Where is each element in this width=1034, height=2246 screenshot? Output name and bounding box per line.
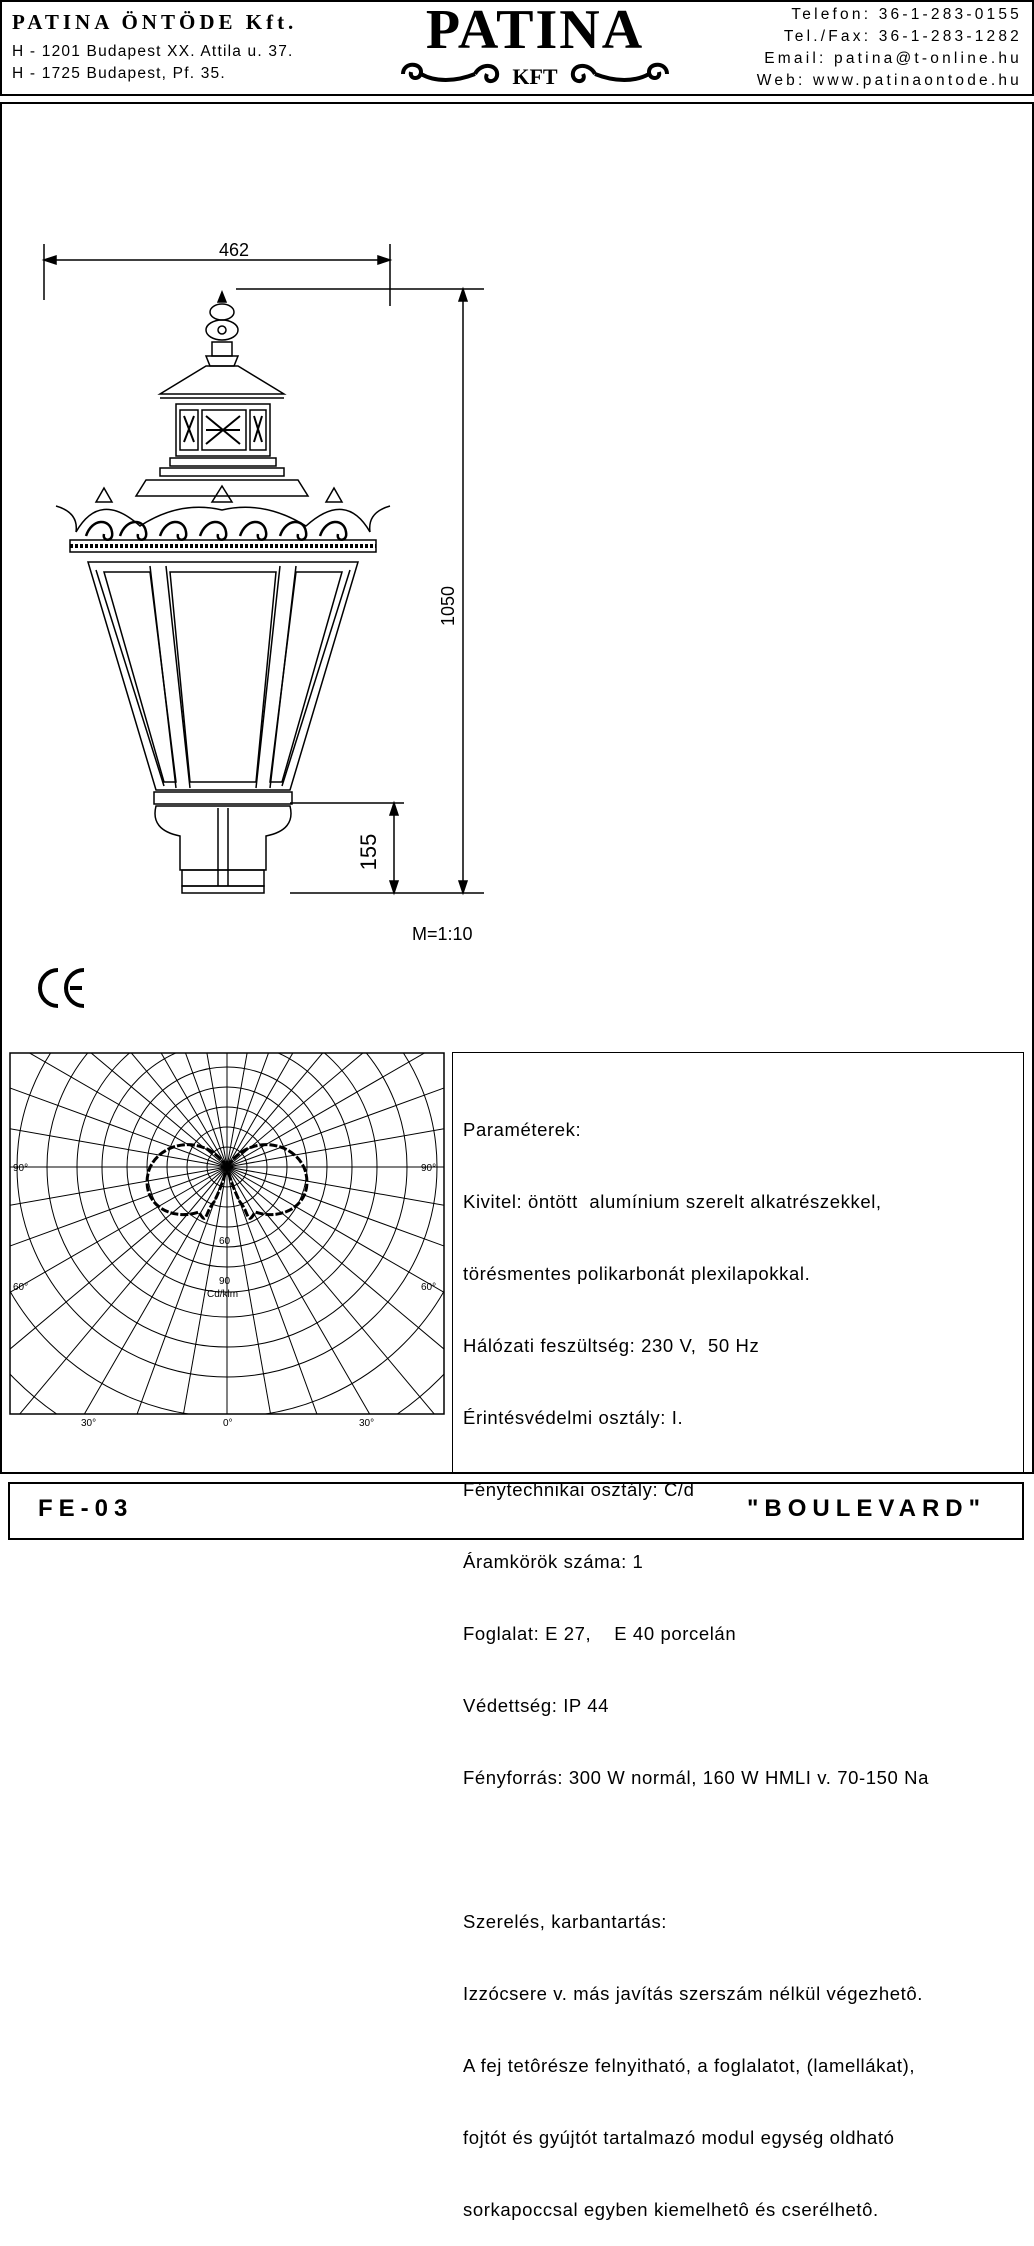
polar-grid-ray [227, 1167, 445, 1442]
unit-label: Cd/klm [207, 1289, 239, 1300]
product-name: "BOULEVARD" [747, 1495, 986, 1522]
logo-main-text: PATINA [425, 0, 645, 61]
param-line: törésmentes polikarbonát plexilapokkal. [463, 1263, 811, 1284]
params-title: Paraméterek: [463, 1119, 582, 1140]
polar-grid-ray [227, 1167, 445, 1442]
height-dimension: 1050 [438, 585, 458, 627]
polar-grid-ray [9, 1167, 227, 1442]
maint-line: sorkapoccsal egyben kiemelhetô és cserélhetô. [463, 2199, 879, 2220]
maintenance-title: Szerelés, karbantartás: [463, 1911, 668, 1932]
polar-grid-ray [22, 1167, 227, 1442]
maint-line: fojtót és gyújtót tartalmazó modul egység oldható [463, 2127, 895, 2148]
polar-grid-ray [9, 1167, 227, 1442]
product-code: FE-03 [38, 1495, 134, 1522]
polar-diagram [9, 1052, 445, 1442]
param-line: Kivitel: öntött alumínium szerelt alkatrészekkel, [463, 1191, 882, 1212]
label-0: 0° [223, 1418, 233, 1429]
parameters-block [463, 1070, 929, 2246]
param-line: Foglalat: E 27, E 40 porcelán [463, 1623, 737, 1644]
web: Web: www.patinaontode.hu [756, 72, 1022, 89]
polar-grid-ray [9, 1167, 227, 1442]
label-90-center: 90 [219, 1276, 231, 1287]
fax: Tel./Fax: 36-1-283-1282 [783, 28, 1022, 45]
param-line: Áramkörök száma: 1 [463, 1551, 644, 1572]
param-line: Fényforrás: 300 W normál, 160 W HMLI v. 70-150 Na [463, 1767, 930, 1788]
base-dimension: 155 [356, 833, 381, 871]
phone: Telefon: 36-1-283-0155 [791, 6, 1022, 23]
address-line-2: H - 1725 Budapest, Pf. 35. [12, 65, 226, 82]
label-90-left: 90° [13, 1163, 29, 1174]
param-line: Fénytechnikai osztály: C/d [463, 1479, 695, 1500]
company-name: PATINA ÖNTÖDE Kft. [12, 10, 298, 34]
maint-line: Izzócsere v. más javítás szerszám nélkül végezhetô. [463, 1983, 924, 2004]
label-60-center: 60 [219, 1236, 231, 1247]
polar-grid-ray [227, 1167, 432, 1442]
maint-line: A fej tetôrésze felnyitható, a foglalatot, (lamellákat), [463, 2055, 916, 2076]
scale-label: M=1:10 [412, 924, 473, 944]
email: Email: patina@t-online.hu [764, 50, 1022, 67]
label-30-left: 30° [81, 1418, 97, 1429]
logo-sub-text: KFT [512, 64, 558, 89]
width-dimension: 462 [218, 240, 250, 260]
polar-grid-ray [9, 1167, 227, 1442]
param-line: Érintésvédelmi osztály: I. [463, 1407, 684, 1428]
label-60-left: 60° [13, 1282, 29, 1293]
label-90-right: 90° [421, 1163, 437, 1174]
ce-mark-icon [36, 964, 96, 1012]
param-line: Védettség: IP 44 [463, 1695, 610, 1716]
param-line: Hálózati feszültség: 230 V, 50 Hz [463, 1335, 760, 1356]
address-line-1: H - 1201 Budapest XX. Attila u. 37. [12, 43, 294, 60]
polar-grid-ray [227, 1167, 445, 1442]
polar-grid-ray [227, 1167, 445, 1442]
label-60-right: 60° [421, 1282, 437, 1293]
label-30-right: 30° [359, 1418, 375, 1429]
lamp-drawing [0, 0, 1034, 1040]
